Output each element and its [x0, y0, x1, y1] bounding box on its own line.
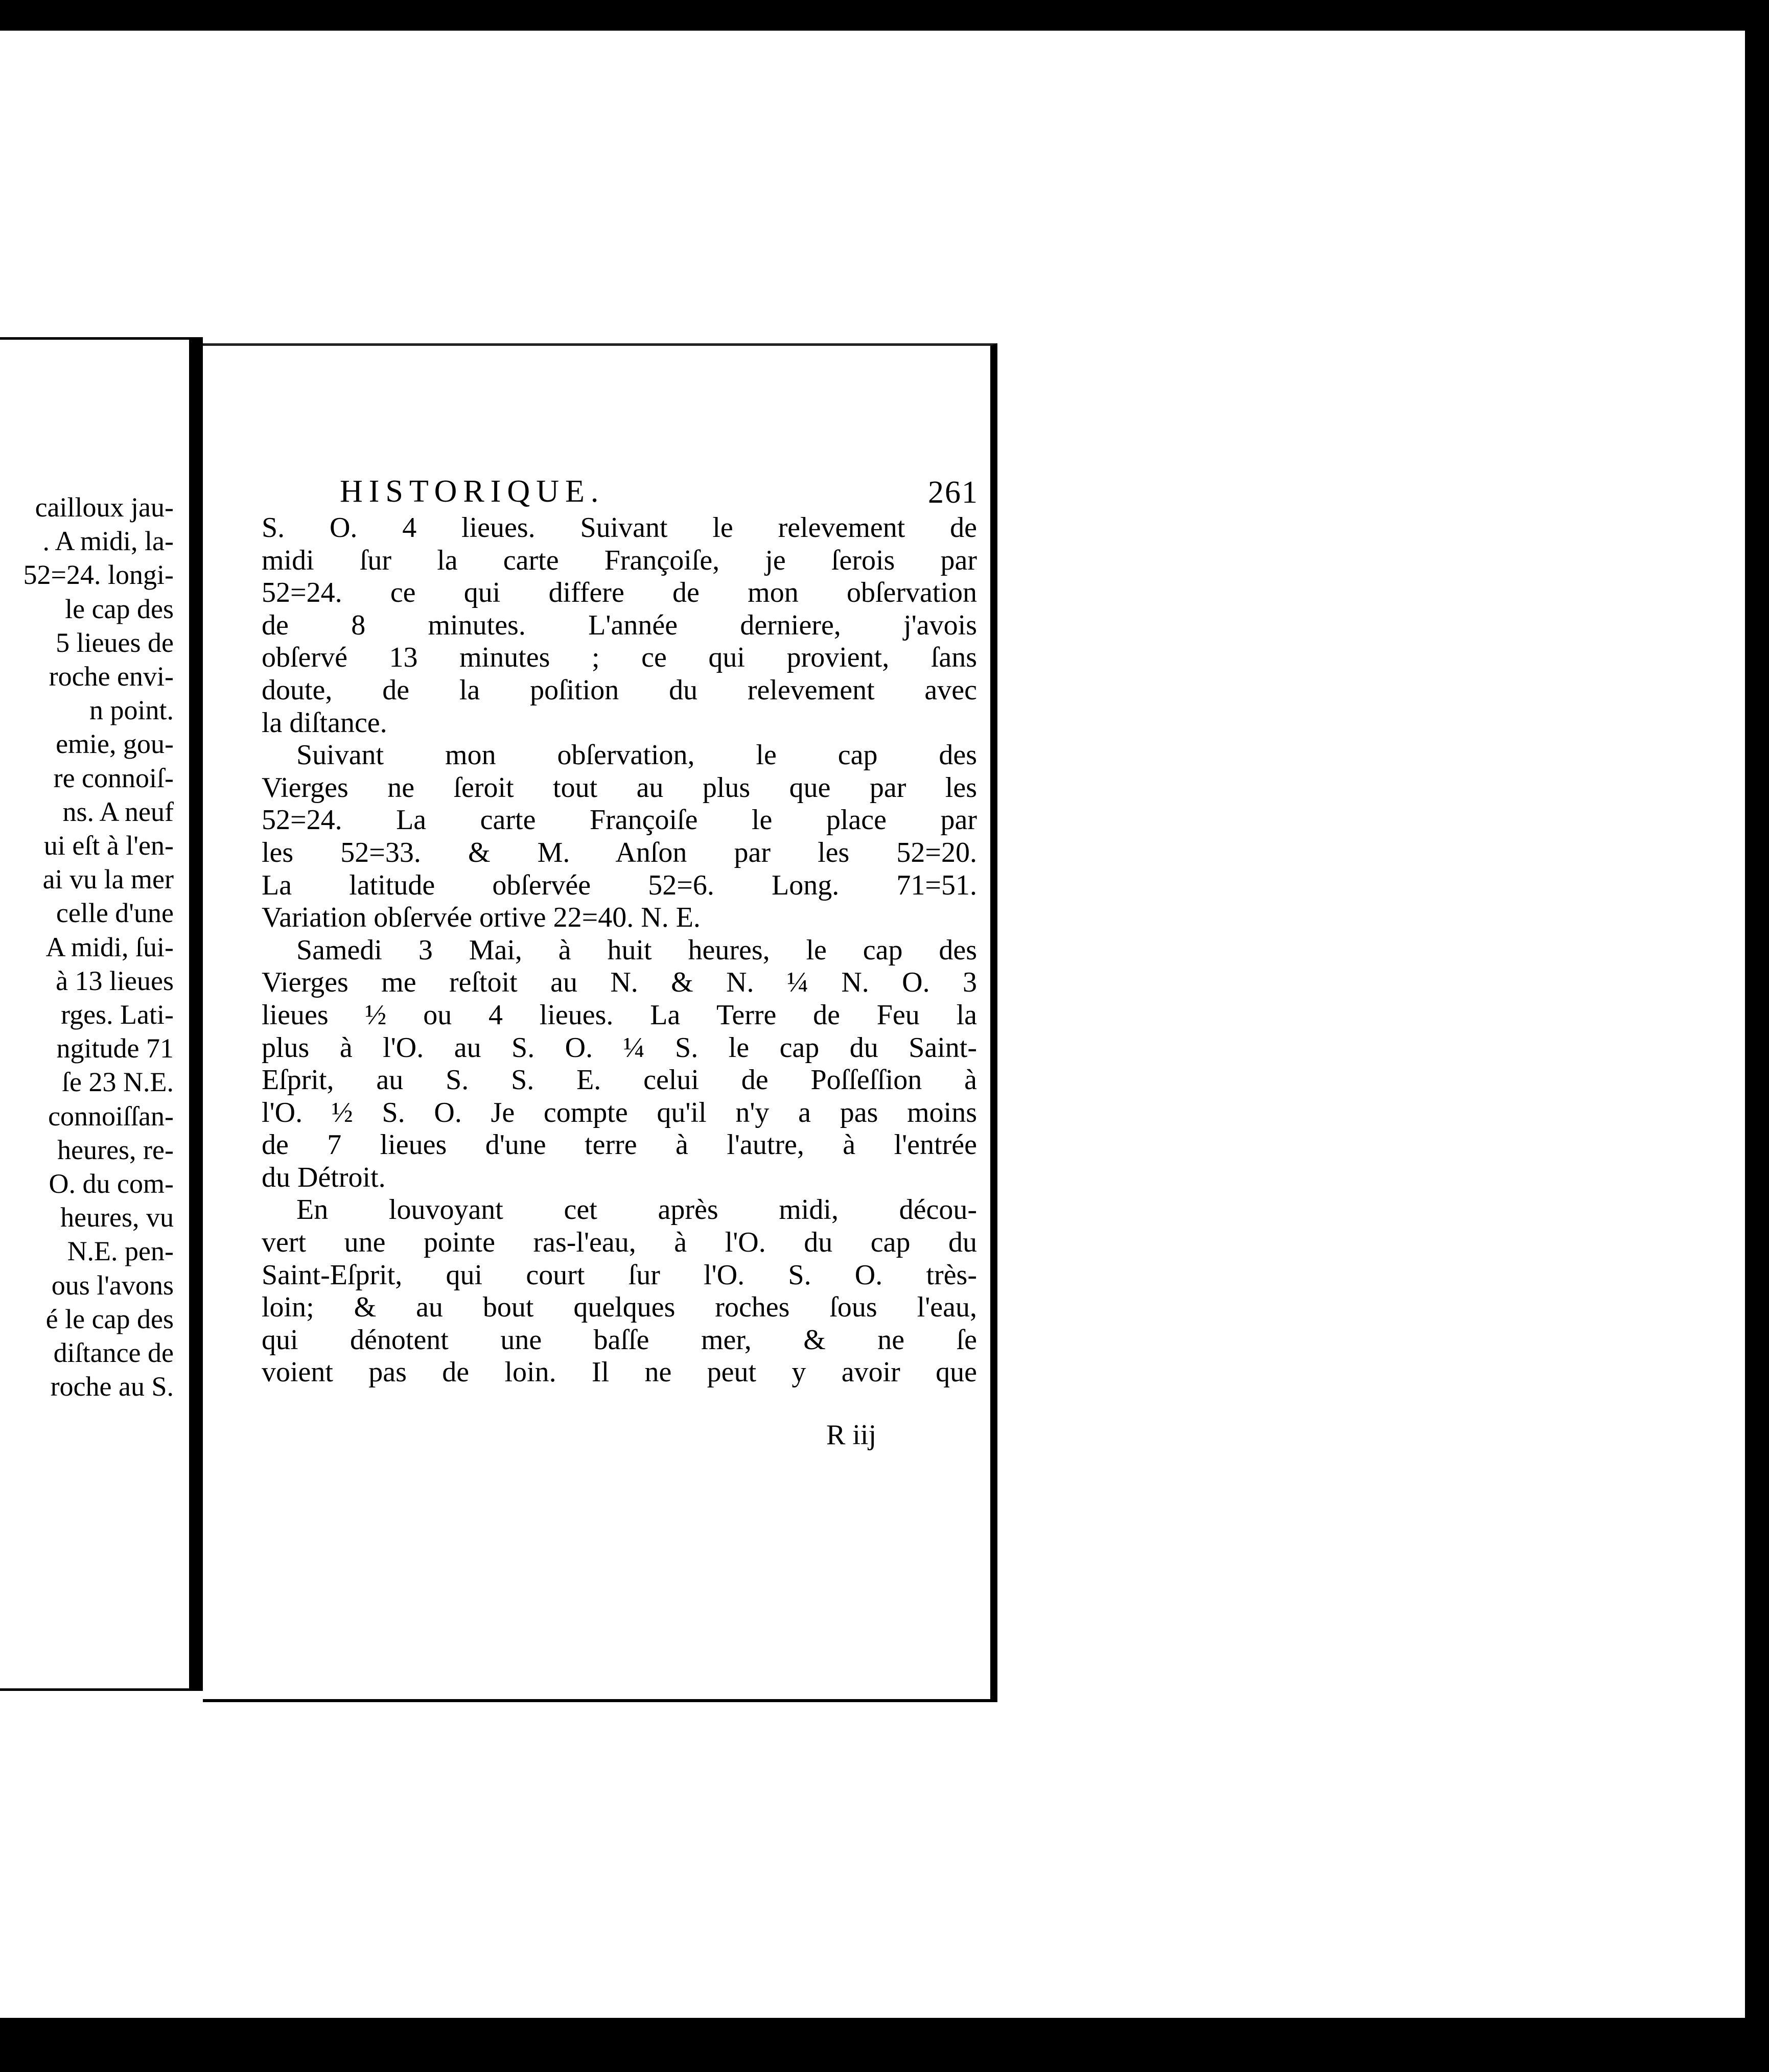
text-line: lieues ½ ou 4 lieues. La Terre de Feu la — [262, 999, 977, 1031]
text-line: emie, gou- — [56, 728, 174, 760]
text-line: 5 lieues de — [56, 627, 174, 658]
scan-right-border — [1745, 0, 1769, 2072]
text-line: heures, re- — [57, 1134, 174, 1165]
text-line: diſtance de — [53, 1337, 174, 1369]
text-line: Vierges ne ſeroit tout au plus que par les — [262, 771, 977, 804]
text-line: qui dénotent une baſſe mer, & ne ſe — [262, 1324, 977, 1356]
text-line: loin; & au bout quelques roches ſous l'eau, — [262, 1291, 977, 1324]
text-line: du Détroit. — [262, 1161, 386, 1193]
text-line: à 13 lieues — [56, 965, 174, 996]
text-line: midi ſur la carte Françoiſe, je ſerois par — [262, 544, 977, 576]
text-line: de 8 minutes. L'année derniere, j'avois — [262, 609, 977, 641]
text-line: 52=24. ce qui differe de mon obſervation — [262, 577, 977, 609]
text-line: é le cap des — [45, 1303, 174, 1334]
running-title: HISTORIQUE. — [340, 474, 605, 509]
text-line: Samedi 3 Mai, à huit heures, le cap des — [296, 934, 977, 966]
text-line: rges. Lati- — [61, 999, 174, 1030]
text-line: plus à l'O. au S. O. ¼ S. le cap du Saint- — [262, 1031, 977, 1064]
scan-bottom-border — [0, 2018, 1769, 2072]
page-number: 261 — [928, 475, 979, 510]
text-line: roche envi- — [49, 661, 174, 692]
text-line: la diſtance. — [262, 707, 387, 739]
text-line: A midi, ſui- — [45, 931, 174, 962]
text-line: ngitude 71 — [56, 1033, 174, 1064]
book-gutter — [192, 337, 203, 1691]
text-line: roche au S. — [50, 1371, 174, 1402]
right-page — [203, 343, 997, 1702]
text-line: Eſprit, au S. S. E. celui de Poſſeſſion à — [262, 1064, 977, 1096]
text-line: 52=24. La carte Françoiſe le place par — [262, 804, 977, 836]
text-line: La latitude obſervée 52=6. Long. 71=51. — [262, 869, 977, 901]
left-page-text — [0, 490, 174, 1403]
text-line: S. O. 4 lieues. Suivant le relevement de — [262, 512, 977, 544]
text-line: n point. — [89, 695, 174, 726]
text-line: Suivant mon obſervation, le cap des — [296, 739, 977, 771]
text-line: connoiſſan- — [48, 1100, 174, 1132]
text-line: celle d'une — [56, 898, 174, 929]
text-line: 52=24. longi- — [23, 559, 174, 591]
text-line: heures, vu — [60, 1202, 174, 1233]
text-line: re connoiſ- — [53, 762, 174, 793]
text-line: voient pas de loin. Il ne peut y avoir que — [262, 1356, 977, 1388]
text-line: Variation obſervée ortive 22=40. N. E. — [262, 902, 701, 934]
left-page — [0, 337, 192, 1691]
signature-mark: R iij — [826, 1419, 877, 1451]
text-line: En louvoyant cet après midi, décou- — [296, 1194, 977, 1226]
text-line: de 7 lieues d'une terre à l'autre, à l'entrée — [262, 1129, 977, 1161]
text-line: obſervé 13 minutes ; ce qui provient, ſans — [262, 642, 977, 674]
text-line: ſe 23 N.E. — [62, 1067, 174, 1098]
text-line: Saint-Eſprit, qui court ſur l'O. S. O. très- — [262, 1259, 977, 1291]
page-body — [262, 512, 977, 1389]
text-line: ns. A neuf — [62, 796, 174, 827]
text-line: Vierges me reſtoit au N. & N. ¼ N. O. 3 — [262, 967, 977, 999]
text-line: ai vu la mer — [42, 864, 174, 895]
text-line: O. du com- — [49, 1168, 174, 1199]
text-line: les 52=33. & M. Anſon par les 52=20. — [262, 836, 977, 868]
running-head — [340, 474, 979, 509]
text-line: ous l'avons — [51, 1269, 174, 1301]
text-line: le cap des — [65, 593, 174, 624]
text-line: . A midi, la- — [42, 526, 174, 557]
text-line: l'O. ½ S. O. Je compte qu'il n'y a pas moins — [262, 1096, 977, 1128]
scan-top-border — [0, 0, 1769, 31]
text-line: vert une pointe ras-l'eau, à l'O. du cap du — [262, 1227, 977, 1259]
text-line: cailloux jau- — [35, 492, 174, 523]
text-line: N.E. pen- — [67, 1236, 174, 1267]
text-line: ui eſt à l'en- — [43, 830, 174, 861]
text-line: doute, de la poſition du relevement avec — [262, 674, 977, 706]
